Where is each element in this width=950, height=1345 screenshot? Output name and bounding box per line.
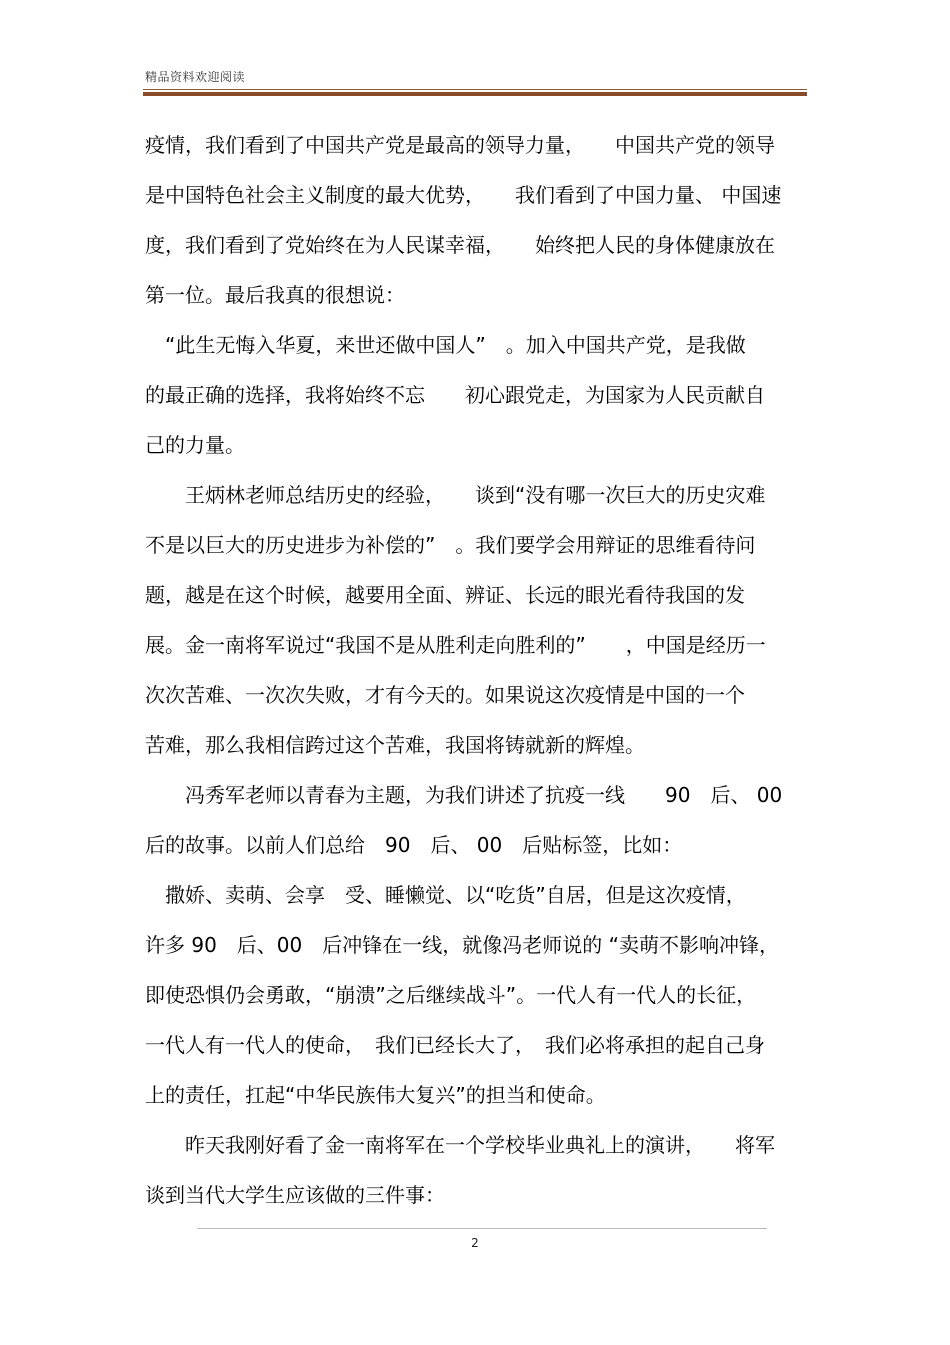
text-line: 上的责任，扛起“中华民族伟大复兴”的担当和使命。	[145, 1083, 606, 1107]
document-body	[145, 120, 807, 1220]
text-line: 度，我们看到了党始终在为人民谋幸福， 始终把人民的身体健康放在	[145, 233, 775, 257]
text-line: 后的故事。以前人们总给 90 后、 00 后贴标签，比如：	[145, 833, 683, 857]
page-number: 2	[471, 1236, 479, 1250]
text-line: “此生无悔入华夏，来世还做中国人” 。加入中国共产党，是我做	[145, 333, 746, 357]
text-line: 许多 90 后、00 后冲锋在一线，就像冯老师说的 “卖萌不影响冲锋，	[145, 933, 779, 957]
text-line: 是中国特色社会主义制度的最大优势， 我们看到了中国力量、 中国速	[145, 183, 782, 207]
text-line: 不是以巨大的历史进步为补偿的” 。我们要学会用辩证的思维看待问	[145, 533, 756, 557]
page-header: 精品资料欢迎阅读	[145, 70, 246, 84]
text-line: 一代人有一代人的使命， 我们已经长大了， 我们必将承担的起自己身	[145, 1033, 765, 1057]
text-line: 即使恐惧仍会勇敢，“崩溃”之后继续战斗”。一代人有一代人的长征，	[145, 983, 757, 1007]
header-divider-thin	[143, 89, 807, 90]
text-line: 次次苦难、一次次失败，才有今天的。如果说这次疫情是中国的一个	[145, 683, 745, 707]
text-line: 第一位。最后我真的很想说：	[145, 283, 405, 307]
text-line: 冯秀军老师以青春为主题，为我们讲述了抗疫一线 90 后、 00	[145, 783, 783, 807]
text-line: 题，越是在这个时候，越要用全面、辨证、长远的眼光看待我国的发	[145, 583, 745, 607]
text-line: 展。金一南将军说过“我国不是从胜利走向胜利的” ，中国是经历一	[145, 633, 766, 657]
text-line: 的最正确的选择，我将始终不忘 初心跟党走，为国家为人民贡献自	[145, 383, 765, 407]
text-line: 己的力量。	[145, 433, 245, 457]
footer-divider	[197, 1228, 767, 1229]
header-divider-thick	[143, 92, 807, 96]
text-line: 苦难，那么我相信跨过这个苦难，我国将铸就新的辉煌。	[145, 733, 645, 757]
text-line: 谈到当代大学生应该做的三件事：	[145, 1183, 445, 1207]
text-line: 疫情，我们看到了中国共产党是最高的领导力量， 中国共产党的领导	[145, 133, 775, 157]
text-line: 昨天我刚好看了金一南将军在一个学校毕业典礼上的演讲， 将军	[145, 1133, 775, 1157]
text-line: 撒娇、卖萌、会享 受、睡懒觉、以“吃货”自居，但是这次疫情，	[145, 883, 746, 907]
text-line: 王炳林老师总结历史的经验， 谈到“没有哪一次巨大的历史灾难	[145, 483, 766, 507]
